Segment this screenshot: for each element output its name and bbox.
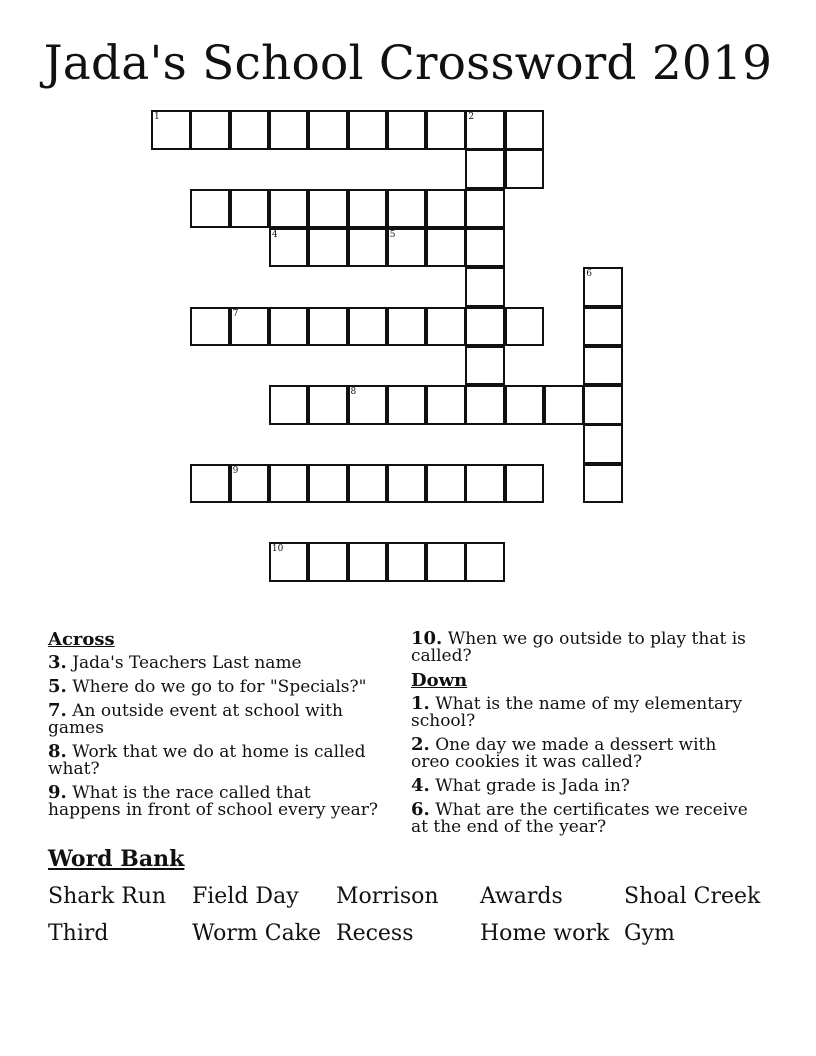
clue-text: What are the certificates we receive at the end of the year? bbox=[411, 800, 748, 837]
crossword-cell bbox=[348, 228, 388, 268]
across-clue bbox=[48, 654, 388, 672]
crossword-cell bbox=[505, 307, 545, 347]
crossword-cell bbox=[505, 464, 545, 504]
cell-number: 4 bbox=[271, 229, 278, 240]
clue-text: Work that we do at home is called what? bbox=[48, 742, 366, 779]
word-bank-word: Shoal Creek bbox=[624, 884, 761, 909]
cell-number: 10 bbox=[271, 544, 284, 555]
crossword-cell bbox=[269, 385, 309, 425]
crossword-cell bbox=[426, 464, 466, 504]
crossword-cell bbox=[544, 385, 584, 425]
clue-number: 7. bbox=[48, 700, 67, 721]
crossword-cell bbox=[269, 110, 309, 150]
crossword-cell bbox=[426, 542, 466, 582]
crossword-cell bbox=[269, 542, 309, 582]
page-title: Jada's School Crossword 2019 bbox=[43, 36, 773, 91]
cell-number: 5 bbox=[389, 229, 396, 240]
crossword-cell bbox=[387, 110, 427, 150]
clue-number: 6. bbox=[411, 799, 430, 820]
crossword-cell bbox=[387, 542, 427, 582]
across-heading: Across bbox=[48, 629, 115, 650]
across-clue bbox=[48, 702, 388, 737]
crossword-cell bbox=[269, 307, 309, 347]
across-clue bbox=[48, 743, 388, 778]
down-clue bbox=[411, 777, 756, 795]
clue-number: 9. bbox=[48, 782, 67, 803]
crossword-cell bbox=[269, 189, 309, 229]
crossword-cell bbox=[505, 110, 545, 150]
crossword-cell bbox=[583, 346, 623, 386]
cell-number: 2 bbox=[468, 112, 475, 122]
crossword-cell bbox=[190, 110, 230, 150]
clue-number: 10. bbox=[411, 628, 443, 649]
crossword-cell bbox=[426, 307, 466, 347]
crossword-cell bbox=[230, 189, 270, 229]
crossword-cell bbox=[505, 385, 545, 425]
clue-text: An outside event at school with games bbox=[48, 701, 343, 738]
crossword-cell bbox=[190, 189, 230, 229]
cell-number: 7 bbox=[232, 308, 239, 319]
down-clue bbox=[411, 736, 756, 771]
across-clue bbox=[48, 678, 388, 696]
word-bank-word: Worm Cake bbox=[192, 921, 322, 946]
crossword-cell bbox=[505, 149, 545, 189]
clue-number: 2. bbox=[411, 734, 430, 755]
crossword-cell bbox=[583, 307, 623, 347]
crossword-cell bbox=[465, 385, 505, 425]
cell-number: 6 bbox=[586, 269, 593, 280]
crossword-cell bbox=[426, 385, 466, 425]
crossword-cell bbox=[308, 189, 348, 229]
word-bank-word: Awards bbox=[480, 884, 563, 909]
word-bank-word: Shark Run bbox=[48, 884, 167, 909]
clue-number: 5. bbox=[48, 676, 67, 697]
crossword-cell bbox=[387, 385, 427, 425]
crossword-cell bbox=[465, 228, 505, 268]
clues-left-column bbox=[48, 630, 388, 825]
crossword-cell bbox=[465, 346, 505, 386]
crossword-cell bbox=[426, 228, 466, 268]
crossword-cell bbox=[308, 307, 348, 347]
crossword-cell bbox=[465, 307, 505, 347]
word-bank-title: Word Bank bbox=[48, 846, 185, 872]
word-bank-word: Morrison bbox=[336, 884, 439, 909]
crossword-cell bbox=[426, 110, 466, 150]
crossword-cell bbox=[230, 464, 270, 504]
crossword-cell bbox=[583, 424, 623, 464]
crossword-cell bbox=[308, 228, 348, 268]
crossword-cell bbox=[465, 110, 505, 150]
down-clue bbox=[411, 695, 756, 730]
clue-number: 3. bbox=[48, 652, 67, 673]
crossword-cell bbox=[465, 542, 505, 582]
crossword-cell bbox=[465, 464, 505, 504]
crossword-cell bbox=[387, 228, 427, 268]
clue-number: 8. bbox=[48, 741, 67, 762]
crossword-cell bbox=[387, 464, 427, 504]
clue-text: What is the name of my elementary school? bbox=[411, 694, 742, 731]
crossword-cell bbox=[190, 464, 230, 504]
crossword-cell bbox=[583, 267, 623, 307]
crossword-cell bbox=[465, 149, 505, 189]
crossword-cell bbox=[308, 385, 348, 425]
clue-number: 1. bbox=[411, 693, 430, 714]
crossword-cell bbox=[426, 189, 466, 229]
crossword-cell bbox=[230, 307, 270, 347]
crossword-cell bbox=[308, 542, 348, 582]
clue-text: What grade is Jada in? bbox=[435, 776, 630, 796]
crossword-cell bbox=[230, 110, 270, 150]
word-bank-word: Field Day bbox=[192, 884, 299, 909]
clues-right-column bbox=[411, 630, 756, 842]
crossword-cell bbox=[348, 385, 388, 425]
crossword-cell bbox=[348, 189, 388, 229]
word-bank-word: Gym bbox=[624, 921, 675, 946]
cell-number: 8 bbox=[350, 387, 357, 398]
down-clue bbox=[411, 801, 756, 836]
crossword-cell bbox=[387, 189, 427, 229]
crossword-cell bbox=[348, 110, 388, 150]
word-bank-word: Third bbox=[48, 921, 109, 946]
clue-text: Where do we go to for "Specials?" bbox=[72, 677, 367, 697]
across-clue bbox=[48, 784, 388, 819]
crossword-cell bbox=[465, 267, 505, 307]
word-bank-word: Home work bbox=[480, 921, 610, 946]
word-bank-word: Recess bbox=[336, 921, 414, 946]
cell-number: 9 bbox=[232, 465, 239, 476]
cell-number: 1 bbox=[154, 112, 160, 122]
crossword-cell bbox=[269, 464, 309, 504]
crossword-cell bbox=[308, 110, 348, 150]
crossword-cell bbox=[348, 542, 388, 582]
crossword-cell bbox=[583, 385, 623, 425]
clue-text: One day we made a dessert with oreo cookies it was called? bbox=[411, 735, 717, 772]
crossword-cell bbox=[348, 464, 388, 504]
clue-number: 4. bbox=[411, 775, 430, 796]
crossword-cell bbox=[151, 110, 191, 150]
crossword-cell bbox=[190, 307, 230, 347]
clue-text: Jada's Teachers Last name bbox=[72, 653, 302, 673]
crossword-cell bbox=[308, 464, 348, 504]
crossword-cell bbox=[583, 464, 623, 504]
crossword-cell bbox=[387, 307, 427, 347]
across-clue bbox=[411, 630, 756, 665]
clue-text: When we go outside to play that is called? bbox=[411, 629, 746, 666]
crossword-cell bbox=[348, 307, 388, 347]
crossword-cell bbox=[269, 228, 309, 268]
crossword-cell bbox=[465, 189, 505, 229]
down-heading: Down bbox=[411, 670, 468, 691]
clue-text: What is the race called that happens in front of school every year? bbox=[48, 783, 378, 820]
